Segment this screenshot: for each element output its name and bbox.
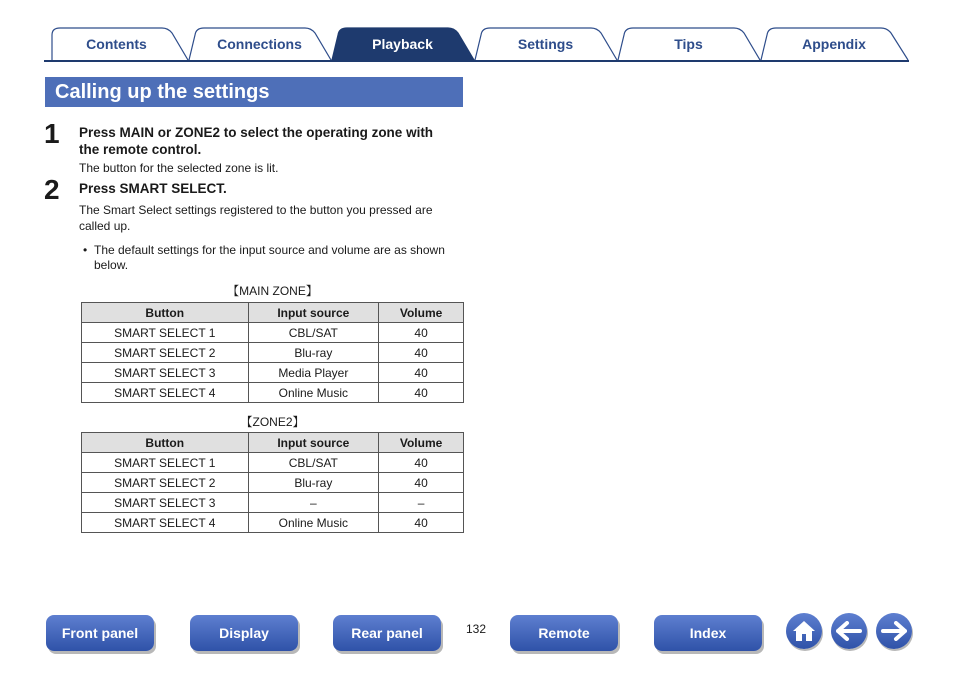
table-cell: 40: [379, 363, 464, 383]
table-caption: 【MAIN ZONE】: [227, 284, 318, 298]
tab-playback[interactable]: [330, 27, 475, 60]
table-cell: SMART SELECT 1: [82, 453, 249, 473]
tab-tips[interactable]: [616, 27, 761, 60]
page-number: 132: [466, 622, 487, 636]
table-cell: –: [248, 493, 379, 513]
table-row: [82, 473, 464, 493]
table-cell: SMART SELECT 2: [82, 343, 249, 363]
bullet-note: [83, 243, 465, 273]
table-cell: Blu-ray: [248, 343, 379, 363]
table-cell: 40: [379, 513, 464, 533]
table-cell: SMART SELECT 4: [82, 513, 249, 533]
table-row: [82, 383, 464, 403]
step-text-line: called up.: [79, 219, 131, 233]
column-header: Input source: [248, 303, 379, 323]
table-row: [82, 493, 464, 513]
column-header: Volume: [379, 303, 464, 323]
table-cell: SMART SELECT 3: [82, 493, 249, 513]
home-icon: [791, 619, 817, 643]
arrow-right-icon: [881, 621, 907, 641]
table-cell: CBL/SAT: [248, 323, 379, 343]
tab-contents[interactable]: [44, 27, 189, 60]
rear-panel-button[interactable]: Rear panel: [333, 615, 441, 651]
column-header: Volume: [379, 433, 464, 453]
tab-settings[interactable]: [473, 27, 618, 60]
display-button[interactable]: Display: [190, 615, 298, 651]
bullet-dot: •: [83, 243, 88, 257]
step-heading: [79, 124, 469, 158]
step-number: 2: [44, 174, 60, 205]
table-row: [82, 323, 464, 343]
table-cell: Blu-ray: [248, 473, 379, 493]
tab-label: Connections: [217, 35, 302, 52]
back-button[interactable]: [831, 613, 867, 649]
table-cell: Online Music: [248, 513, 379, 533]
table-caption: 【ZONE2】: [240, 415, 305, 429]
table-cell: 40: [379, 343, 464, 363]
column-header: Input source: [248, 433, 379, 453]
front-panel-button[interactable]: Front panel: [46, 615, 154, 651]
index-button[interactable]: Index: [654, 615, 762, 651]
table-row: [82, 363, 464, 383]
tab-bar: [0, 0, 954, 64]
table-cell: 40: [379, 383, 464, 403]
tab-label: Tips: [674, 35, 703, 52]
table-cell: SMART SELECT 4: [82, 383, 249, 403]
zone2-table: [81, 432, 464, 533]
column-header: Button: [82, 303, 249, 323]
tab-underline: [44, 60, 909, 62]
table-cell: SMART SELECT 2: [82, 473, 249, 493]
remote-button[interactable]: Remote: [510, 615, 618, 651]
table-cell: SMART SELECT 1: [82, 323, 249, 343]
step-text: The button for the selected zone is lit.: [79, 161, 279, 175]
table-row: [82, 513, 464, 533]
table-cell: Online Music: [248, 383, 379, 403]
step-heading: Press SMART SELECT.: [79, 181, 227, 196]
tab-connections[interactable]: [187, 27, 332, 60]
bullet-line: below.: [94, 258, 129, 272]
page-title: Calling up the settings: [45, 77, 463, 107]
tab-label: Playback: [372, 35, 433, 52]
table-cell: –: [379, 493, 464, 513]
table-cell: SMART SELECT 3: [82, 363, 249, 383]
tab-label: Settings: [517, 35, 574, 52]
table-header-row: [82, 433, 464, 453]
step-text: [79, 202, 464, 234]
arrow-left-icon: [836, 621, 862, 641]
step-heading-line: Press MAIN or ZONE2 to select the operating zone with: [79, 125, 434, 140]
bullet-line: The default settings for the input source and volume are as shown: [94, 243, 445, 257]
step-heading-line: the remote control.: [79, 142, 202, 157]
table-cell: 40: [379, 323, 464, 343]
table-row: [82, 343, 464, 363]
home-button[interactable]: [786, 613, 822, 649]
forward-button[interactable]: [876, 613, 912, 649]
table-cell: 40: [379, 473, 464, 493]
table-cell: 40: [379, 453, 464, 473]
tab-appendix[interactable]: [759, 27, 909, 60]
main-zone-table: [81, 302, 464, 403]
table-header-row: [82, 303, 464, 323]
step-number: 1: [44, 118, 60, 149]
step-text-line: The Smart Select settings registered to the button you pressed are: [79, 203, 433, 217]
table-row: [82, 453, 464, 473]
table-cell: CBL/SAT: [248, 453, 379, 473]
table-cell: Media Player: [248, 363, 379, 383]
tab-label: Contents: [86, 35, 147, 52]
column-header: Button: [82, 433, 249, 453]
tab-label: Appendix: [802, 35, 866, 52]
